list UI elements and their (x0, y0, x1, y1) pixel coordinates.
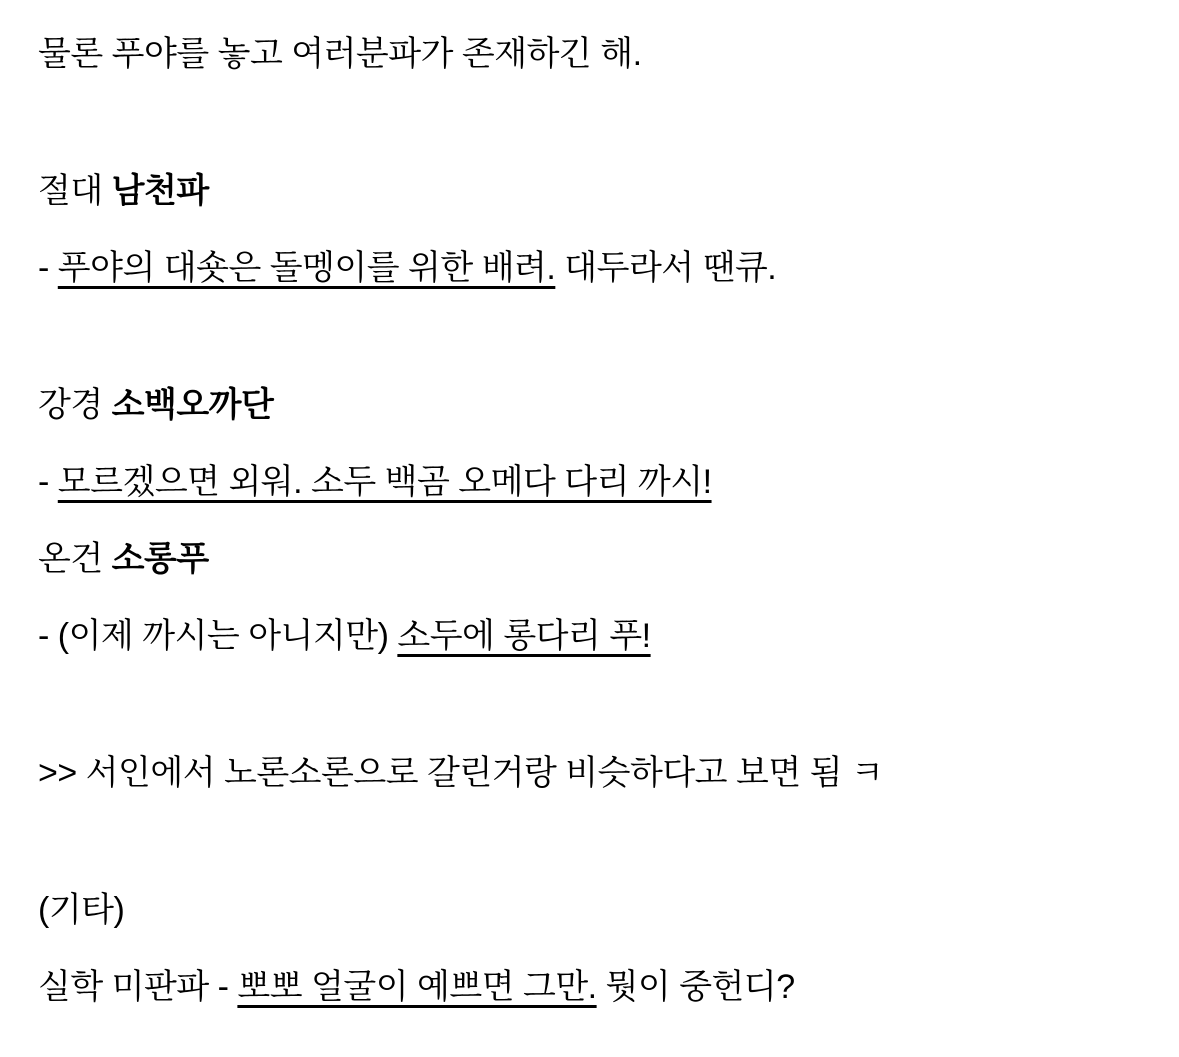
plain-text: 물론 푸야를 놓고 여러분파가 존재하긴 해. (38, 35, 642, 73)
blank-line (38, 93, 1159, 153)
plain-text: - (38, 463, 58, 501)
blank-line (38, 307, 1159, 367)
paragraph-line (38, 735, 1159, 812)
underlined-text: 소두에 롱다리 푸! (397, 617, 651, 655)
underlined-text: 푸야의 대숏은 돌멩이를 위한 배려. (57, 249, 556, 287)
faction-name-text: 소백오까단 (111, 386, 274, 424)
blank-line (38, 675, 1159, 735)
paragraph-line (38, 16, 1159, 93)
paragraph-line (38, 598, 1159, 675)
paragraph-line (38, 367, 1159, 444)
plain-text: 대두라서 땐큐. (555, 249, 777, 287)
paragraph-line (38, 872, 1159, 949)
plain-text: - (이제 까시는 아니지만) (38, 617, 398, 655)
faction-name-text: 소롱푸 (111, 540, 209, 578)
paragraph-line (38, 444, 1159, 521)
paragraph-line (38, 153, 1159, 230)
plain-text: 뭣이 중헌디? (596, 968, 795, 1006)
plain-text: >> 서인에서 노론소론으로 갈린거랑 비슷하다고 보면 됨 ㅋ (38, 754, 884, 792)
plain-text: 절대 (38, 172, 112, 210)
underlined-text: 뽀뽀 얼굴이 예쁘면 그만. (237, 968, 597, 1006)
underlined-text: 모르겠으면 외워. 소두 백곰 오메다 다리 까시! (57, 463, 712, 501)
paragraph-line (38, 521, 1159, 598)
plain-text: 온건 (38, 540, 112, 578)
paragraph-line (38, 949, 1159, 1026)
plain-text: (기타) (38, 891, 125, 929)
plain-text: 강경 (38, 386, 112, 424)
faction-name-text: 남천파 (111, 172, 209, 210)
blank-line (38, 812, 1159, 872)
paragraph-line (38, 230, 1159, 307)
plain-text: - (38, 249, 58, 287)
plain-text: 실학 미판파 - (38, 968, 238, 1006)
